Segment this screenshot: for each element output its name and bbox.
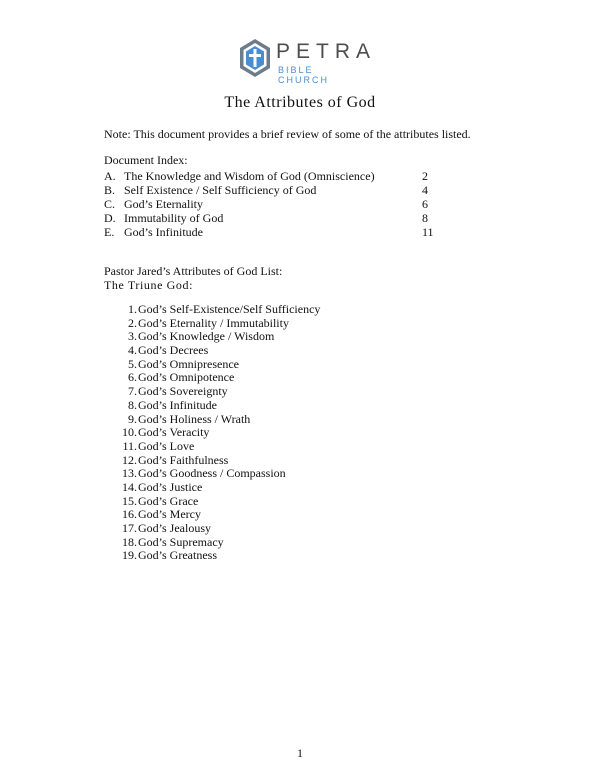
index-entry	[104, 169, 444, 183]
list-item-label: God’s Infinitude	[138, 397, 217, 412]
list-item-label: God’s Eternality / Immutability	[138, 315, 289, 330]
list-item-number: 19.	[122, 548, 137, 563]
list-item-number: 17.	[122, 521, 137, 535]
list-item-number: 2.	[128, 315, 137, 330]
page-number: 1	[297, 746, 303, 760]
index-entry	[104, 211, 444, 225]
list-item	[104, 536, 320, 550]
index-entry-page: 6	[422, 197, 428, 211]
list-item	[104, 358, 320, 372]
list-item-label: God’s Holiness / Wrath	[138, 411, 251, 426]
list-item-number: 10.	[122, 425, 137, 440]
list-heading: Pastor Jared’s Attributes of God List:	[104, 264, 283, 278]
list-item-label: God’s Sovereignty	[138, 384, 228, 399]
index-entry-letter: A.	[104, 169, 116, 183]
list-item-number: 1.	[128, 302, 137, 316]
list-item-number: 7.	[128, 384, 137, 399]
list-item-label: God’s Mercy	[138, 507, 201, 522]
list-item-number: 8.	[128, 397, 137, 412]
list-item-number: 9.	[128, 411, 137, 426]
list-item	[104, 413, 320, 427]
list-item	[104, 522, 320, 536]
index-entry	[104, 183, 444, 197]
document-index	[104, 153, 444, 239]
list-item-number: 5.	[128, 356, 137, 371]
index-entry	[104, 197, 444, 211]
list-item-label: God’s Decrees	[138, 343, 209, 358]
list-item	[104, 508, 320, 522]
document-note: Note: This document provides a brief review of some of the attributes listed.	[104, 127, 471, 141]
index-entry-letter: B.	[104, 183, 116, 197]
list-item-number: 4.	[128, 343, 137, 358]
index-heading: Document Index:	[104, 153, 188, 167]
list-item-label: God’s Justice	[138, 479, 203, 494]
list-item	[104, 330, 320, 344]
list-item	[104, 481, 320, 495]
list-item	[104, 426, 320, 440]
index-entry-text: Immutability of God	[124, 211, 224, 225]
list-item-label: God’s Goodness / Compassion	[138, 466, 286, 481]
list-item-label: God’s Greatness	[138, 548, 217, 563]
index-entry-text: Self Existence / Self Sufficiency of God	[124, 183, 317, 197]
list-item-number: 14.	[122, 479, 137, 494]
list-item	[104, 549, 320, 563]
index-entry-text: God’s Infinitude	[124, 225, 203, 239]
index-entry-text: The Knowledge and Wisdom of God (Omniscience)	[124, 169, 375, 183]
list-item-number: 15.	[122, 493, 137, 508]
list-item	[104, 317, 320, 331]
attributes-list-section	[104, 264, 320, 563]
document-title: The Attributes of God	[224, 94, 376, 111]
list-item	[104, 371, 320, 385]
list-item-label: God’s Faithfulness	[138, 452, 229, 467]
index-entry	[104, 225, 444, 239]
list-item-label: God’s Self-Existence/Self Sufficiency	[138, 302, 321, 316]
list-item	[104, 344, 320, 358]
list-item-label: God’s Omnipotence	[138, 370, 235, 385]
list-item	[104, 385, 320, 399]
list-item-label: God’s Knowledge / Wisdom	[138, 329, 275, 344]
index-entry-page: 11	[422, 225, 434, 239]
logo-subtitle: BIBLE CHURCH	[278, 65, 329, 85]
index-entry-page: 2	[422, 169, 428, 183]
list-item-number: 11.	[122, 438, 137, 453]
attributes-list	[104, 303, 320, 563]
list-item	[104, 399, 320, 413]
logo-name: PETRA	[276, 40, 377, 63]
list-item-number: 3.	[128, 329, 137, 344]
list-item-number: 16.	[122, 507, 137, 522]
list-item-number: 6.	[128, 370, 137, 385]
index-entry-letter: E.	[104, 225, 115, 239]
index-entry-page: 4	[422, 183, 428, 197]
list-item	[104, 495, 320, 509]
list-item-label: God’s Supremacy	[138, 534, 224, 549]
index-entry-text: God’s Eternality	[124, 197, 203, 211]
list-item-label: God’s Love	[138, 438, 195, 453]
church-logo	[238, 38, 377, 85]
list-item-number: 13.	[122, 466, 137, 481]
list-item-label: God’s Grace	[138, 493, 199, 508]
list-item	[104, 454, 320, 468]
list-item-number: 12.	[122, 452, 137, 467]
list-item	[104, 303, 320, 317]
list-item-label: God’s Omnipresence	[138, 356, 239, 371]
list-item	[104, 440, 320, 454]
list-subheading: The Triune God:	[104, 278, 194, 292]
index-entry-letter: C.	[104, 197, 116, 211]
list-item	[104, 467, 320, 481]
list-item-label: God’s Jealousy	[138, 521, 211, 535]
list-item-number: 18.	[122, 534, 137, 549]
index-entry-letter: D.	[104, 211, 116, 225]
index-entry-page: 8	[422, 211, 428, 225]
hexagon-cross-icon	[238, 38, 272, 78]
list-item-label: God’s Veracity	[138, 425, 210, 440]
